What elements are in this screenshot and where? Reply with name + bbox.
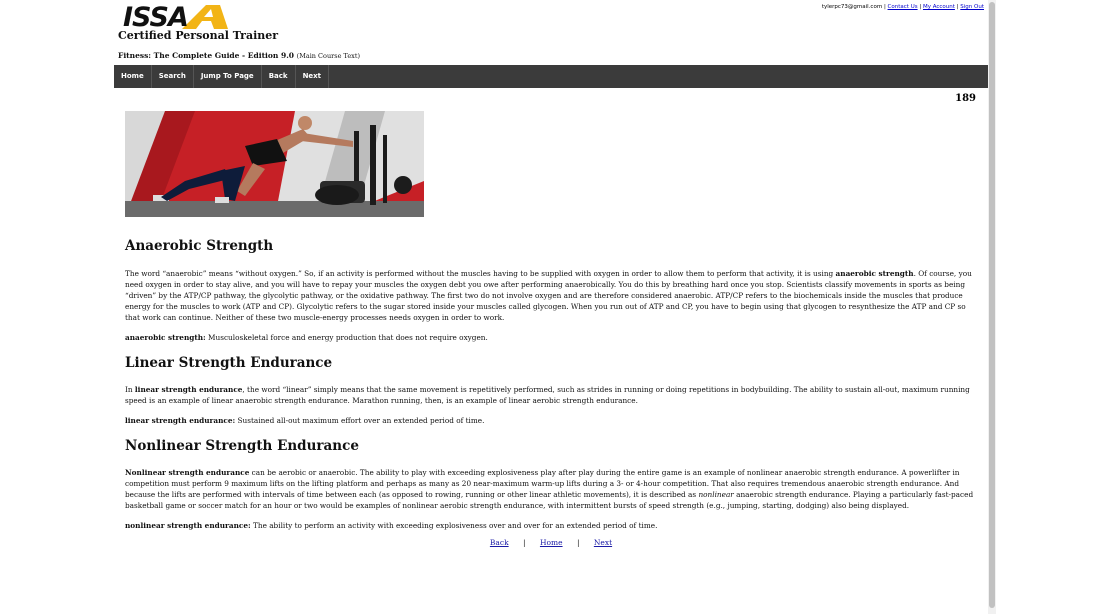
issa-logo[interactable]: [118, 2, 238, 33]
bottom-nav: [114, 538, 988, 547]
nav-search[interactable]: Search: [152, 65, 194, 88]
term-italic: nonlinear: [698, 490, 734, 499]
page: [114, 0, 988, 614]
book-subtitle: (Main Course Text): [296, 52, 360, 60]
paragraph-linear: [125, 384, 975, 406]
definition-text: Musculoskeletal force and energy production that does not require oxygen.: [205, 333, 488, 342]
book-title: [118, 51, 360, 60]
heading-nonlinear-strength-endurance: Nonlinear Strength Endurance: [125, 438, 359, 454]
bottom-nav-sep: |: [523, 538, 526, 547]
text-segment: , the word “linear” simply means that the same movement is repetitively performed, such as strides in running or doing repetitions in bodybuilding. The ability to sustain all-out, maximum running speed is an example of linear anaerobic strength endurance. Marathon running, then, is an example of linear aerobic strength endurance.: [125, 385, 970, 405]
nav-home[interactable]: Home: [114, 65, 152, 88]
user-bar: [822, 4, 984, 10]
user-email: tylerpc73@gmail.com: [821, 4, 883, 10]
bottom-next-link[interactable]: Next: [593, 538, 613, 547]
term-bold: Nonlinear strength endurance: [125, 468, 250, 477]
main-content: [125, 238, 975, 531]
definition-term: linear strength endurance:: [125, 416, 236, 425]
tagline: Certified Personal Trainer: [118, 29, 279, 42]
userbar-sep: |: [919, 4, 922, 10]
main-nav: [114, 65, 988, 88]
definition-text: Sustained all-out maximum effort over an extended period of time.: [235, 416, 485, 425]
vertical-scrollbar[interactable]: [988, 0, 996, 614]
heading-anaerobic-strength: Anaerobic Strength: [125, 238, 274, 254]
definition-text: The ability to perform an activity with exceeding explosiveness over and over for an extended period of time.: [250, 521, 658, 530]
athlete-pushing-sled-image: [125, 111, 424, 217]
definition-term: anaerobic strength:: [125, 333, 206, 342]
bottom-back-link[interactable]: Back: [489, 538, 509, 547]
heading-linear-strength-endurance: Linear Strength Endurance: [125, 355, 333, 371]
my-account-link[interactable]: My Account: [922, 4, 955, 10]
text-segment: anaerobic strength endurance. Playing a particularly fast-paced basketball game or soccer match for an hour or two would be examples of nonlinear aerobic strength endurance, with intermittent bursts of speed strength (e.g., jumping, starting, dodging) also being displayed.: [125, 490, 974, 510]
definition-nonlinear: [125, 520, 975, 531]
text-segment: The word “anaerobic” means “without oxygen.” So, if an activity is performed without the muscles having to be supplied with oxygen in order to allow them to perform that activity, it is using: [125, 269, 836, 278]
contact-us-link[interactable]: Contact Us: [887, 4, 918, 10]
bottom-home-link[interactable]: Home: [539, 538, 563, 547]
definition-term: nonlinear strength endurance:: [125, 521, 251, 530]
nav-jump-to-page[interactable]: Jump To Page: [194, 65, 262, 88]
bottom-nav-sep: |: [576, 538, 580, 547]
definition-linear: [125, 415, 975, 426]
definition-anaerobic: [125, 332, 975, 343]
userbar-sep: |: [883, 4, 886, 10]
term-bold: linear strength endurance: [134, 385, 243, 394]
userbar-sep: |: [956, 4, 959, 10]
paragraph-nonlinear: [125, 467, 975, 511]
book-title-text: Fitness: The Complete Guide - Edition 9.0: [118, 51, 295, 60]
sign-out-link[interactable]: Sign Out: [960, 4, 984, 10]
logo-text: ISSA: [123, 2, 188, 33]
text-segment: . Of course, you need oxygen in order to stay alive, and you will have to repay your muscles the oxygen debt you owe after performing anaerobically. You do this by breathing hard once you stop. Scientists classify movements in sports as being “driven” by the ATP/CP pathway, the glycolytic pathway, or the oxidative pathway. The first two do not involve oxygen and are therefore considered anaerobic. ATP/CP refers to the biochemicals inside the muscles that produce energy for the muscles to work (ATP and CP). Glycolytic refers to the sugar stored inside your muscles called glycogen. When you run out of ATP and CP, you have to begin using that glycogen to resynthesize the ATP and CP so that work can continue. Neither of these two muscle-energy processes needs oxygen in order to work.: [125, 269, 972, 322]
scrollbar-thumb[interactable]: [989, 2, 995, 608]
page-number: 189: [955, 93, 976, 104]
nav-next[interactable]: Next: [296, 65, 329, 88]
text-segment: can be aerobic or anaerobic. The ability to play with exceeding explosiveness play after play during the entire game is an example of nonlinear anaerobic strength endurance. A powerlifter in competition must perform 9 maximum lifts on the lifting platform and perhaps as many as 20 near-maximum warm-up lifts during a 3- or 4-hour competition. That also requires tremendous anaerobic strength endurance. And because the lifts are performed with intervals of time between each (as opposed to rowing, running or other linear athletic movements), it is described as: [125, 468, 960, 499]
paragraph-anaerobic: [125, 268, 975, 323]
term-bold: anaerobic strength: [835, 269, 914, 278]
nav-back[interactable]: Back: [262, 65, 296, 88]
text-segment: In: [125, 385, 135, 394]
